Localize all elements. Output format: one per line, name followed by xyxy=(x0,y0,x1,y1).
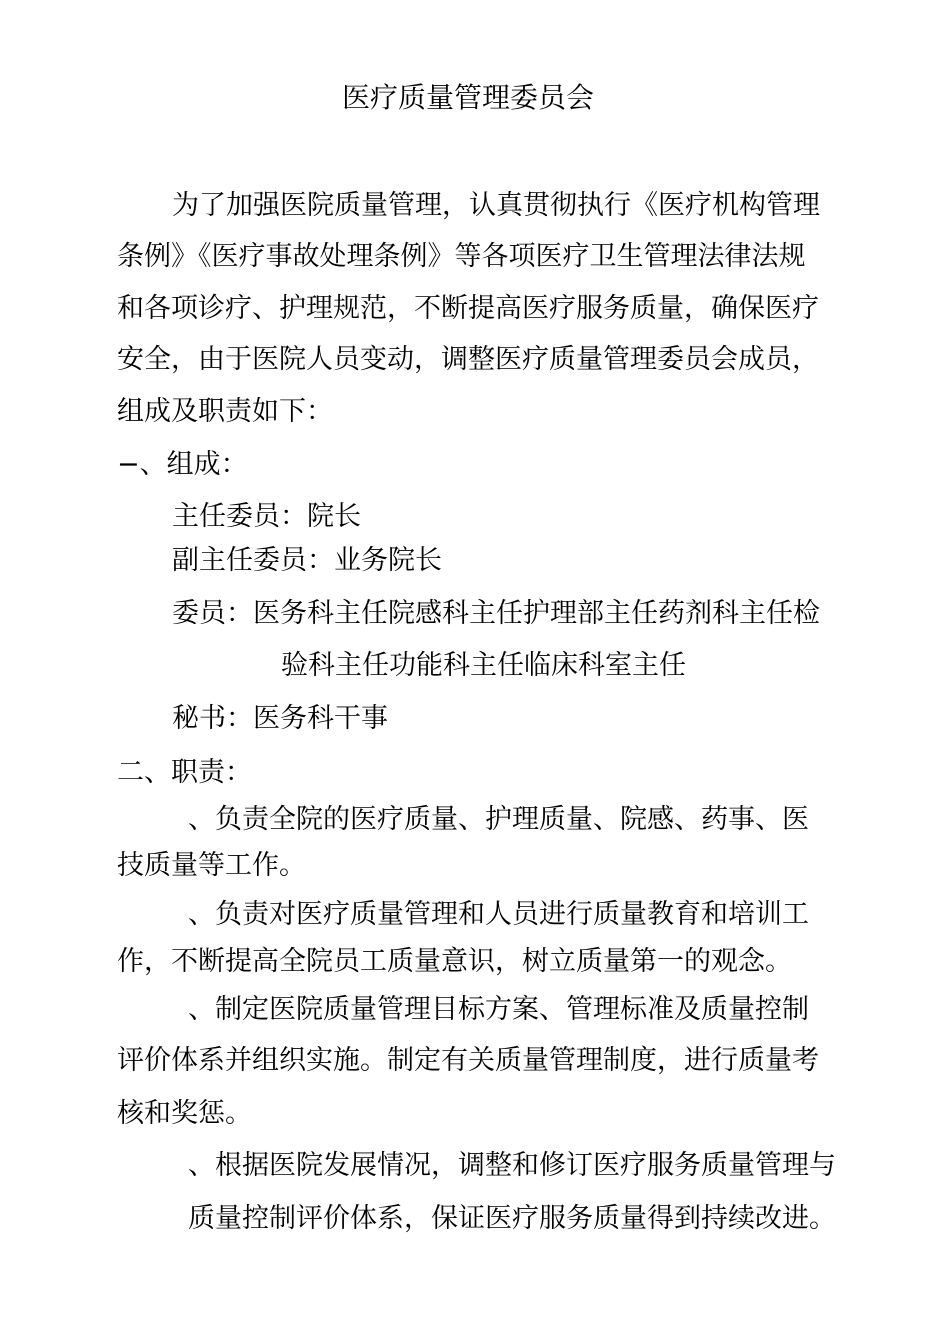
duty-line: 、负责全院的医疗质量、护理质量、院感、药事、医 xyxy=(188,804,809,835)
duty-line: 评价体系并组织实施。制定有关质量管理制度，进行质量考 xyxy=(117,1045,819,1076)
duty-line: 、负责对医疗质量管理和人员进行质量教育和培训工 xyxy=(188,899,809,930)
member-secretary: 秘书：医务科干事 xyxy=(172,703,388,734)
intro-line: 条例》《医疗事故处理条例》等各项医疗卫生管理法律法规 xyxy=(117,241,806,272)
duty-line: 技质量等工作。 xyxy=(117,850,306,881)
page-title: 医疗质量管理委员会 xyxy=(342,81,595,114)
section-heading-composition: −、组成： xyxy=(117,449,248,480)
section-heading-duties: 二、职责： xyxy=(117,757,252,788)
duty-line: 核和奖惩。 xyxy=(117,1098,252,1129)
duty-line: 作，不断提高全院员工质量意识，树立质量第一的观念。 xyxy=(117,946,792,977)
intro-line: 组成及职责如下： xyxy=(117,396,333,427)
duty-line: 、根据医院发展情况，调整和修订医疗服务质量管理与 xyxy=(188,1150,836,1181)
member-vice-director: 副主任委员：业务院长 xyxy=(172,545,442,576)
intro-line: 安全，由于医院人员变动，调整医疗质量管理委员会成员， xyxy=(117,344,819,375)
member-director: 主任委员：院长 xyxy=(172,501,361,532)
member-committee-continued: 验科主任功能科主任临床科室主任 xyxy=(281,650,686,681)
intro-line: 和各项诊疗、护理规范，不断提高医疗服务质量，确保医疗 xyxy=(117,293,819,324)
duty-line: 、制定医院质量管理目标方案、管理标准及质量控制 xyxy=(188,994,809,1025)
intro-line: 为了加强医院质量管理，认真贯彻执行《医疗机构管理 xyxy=(172,190,820,221)
member-committee: 委员：医务科主任院感科主任护理部主任药剂科主任检 xyxy=(172,598,820,629)
duty-line: 质量控制评价体系，保证医疗服务质量得到持续改进。 xyxy=(188,1203,836,1234)
